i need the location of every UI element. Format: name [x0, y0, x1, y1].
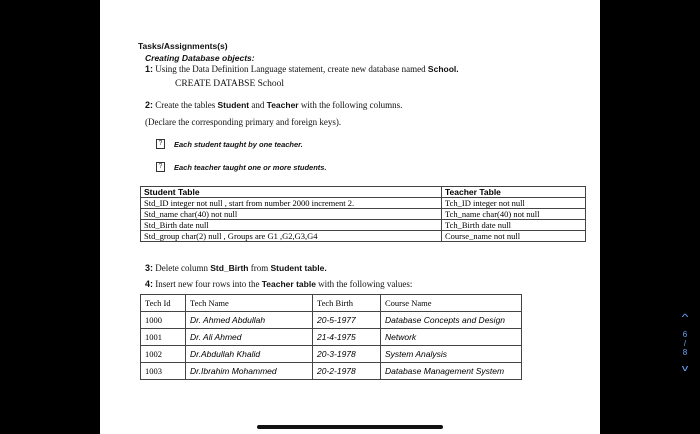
task-3: 3: Delete column Std_Birth from Student table.: [145, 263, 327, 273]
teacher-table-header: Teacher Table: [442, 187, 586, 198]
table-cell: Std_name char(40) not null: [141, 209, 442, 220]
table-cell: Database Management System: [381, 363, 522, 380]
column-header: Tech Birth: [313, 295, 381, 312]
table-cell: Tch_name char(40) not null: [442, 209, 586, 220]
table-cell: 21-4-1975: [313, 329, 381, 346]
table-cell: 20-3-1978: [313, 346, 381, 363]
previous-page-button[interactable]: ^: [681, 312, 689, 322]
table-cell: Std_group char(2) null , Groups are G1 ,G2,G3,G4: [141, 231, 442, 242]
next-page-button[interactable]: v: [681, 363, 689, 373]
table-cell: Tch_ID integer not null: [442, 198, 586, 209]
task-2: 2: Create the tables Student and Teacher with the following columns.: [145, 100, 403, 110]
document-page: [100, 0, 600, 434]
table-cell: System Analysis: [381, 346, 522, 363]
table-cell: Network: [381, 329, 522, 346]
bullet-1: Each student taught by one teacher.: [174, 140, 303, 149]
table-cell: Std_Birth date null: [141, 220, 442, 231]
current-page: 6: [682, 330, 688, 339]
task-1-code: CREATE DATABSE School: [175, 79, 285, 89]
table-cell: Course_name not null: [442, 231, 586, 242]
bullet-2: Each teacher taught one or more students.: [174, 163, 327, 172]
table-cell: Std_ID integer not null , start from number 2000 increment 2.: [141, 198, 442, 209]
page-separator: /: [683, 339, 687, 348]
table-cell: Database Concepts and Design: [381, 312, 522, 329]
document-subheading: Creating Database objects:: [145, 53, 255, 63]
insert-values-table: [140, 294, 522, 380]
page-navigator: [678, 312, 692, 373]
home-indicator[interactable]: [257, 425, 443, 429]
table-cell: Dr. Ali Ahmed: [186, 329, 313, 346]
table-cell: 20-5-1977: [313, 312, 381, 329]
table-row: [141, 363, 522, 380]
table-cell: 1000: [141, 312, 186, 329]
table-row: [141, 312, 522, 329]
column-header: Tech Id: [141, 295, 186, 312]
task-2-note: (Declare the corresponding primary and foreign keys).: [145, 117, 342, 127]
student-table-header: Student Table: [141, 187, 442, 198]
total-pages: 8: [682, 348, 688, 357]
table-cell: Dr. Ahmed Abdullah: [186, 312, 313, 329]
table-cell: 1002: [141, 346, 186, 363]
table-columns: [140, 186, 586, 242]
table-cell: 1001: [141, 329, 186, 346]
document-heading: Tasks/Assignments(s): [138, 41, 228, 51]
table-cell: 1003: [141, 363, 186, 380]
table-cell: Dr.Abdullah Khalid: [186, 346, 313, 363]
column-header: Tech Name: [186, 295, 313, 312]
bullet-box-icon: ?: [156, 162, 165, 172]
table-cell: Tch_Birth date null: [442, 220, 586, 231]
bullet-box-icon: ?: [156, 139, 165, 149]
table-cell: Dr.Ibrahim Mohammed: [186, 363, 313, 380]
table-cell: 20-2-1978: [313, 363, 381, 380]
table-row: [141, 329, 522, 346]
task-4: 4: Insert new four rows into the Teacher table with the following values:: [145, 279, 413, 289]
task-1: 1: Using the Data Definition Language statement, create new database named School.: [145, 64, 459, 74]
table-row: [141, 346, 522, 363]
column-header: Course Name: [381, 295, 522, 312]
